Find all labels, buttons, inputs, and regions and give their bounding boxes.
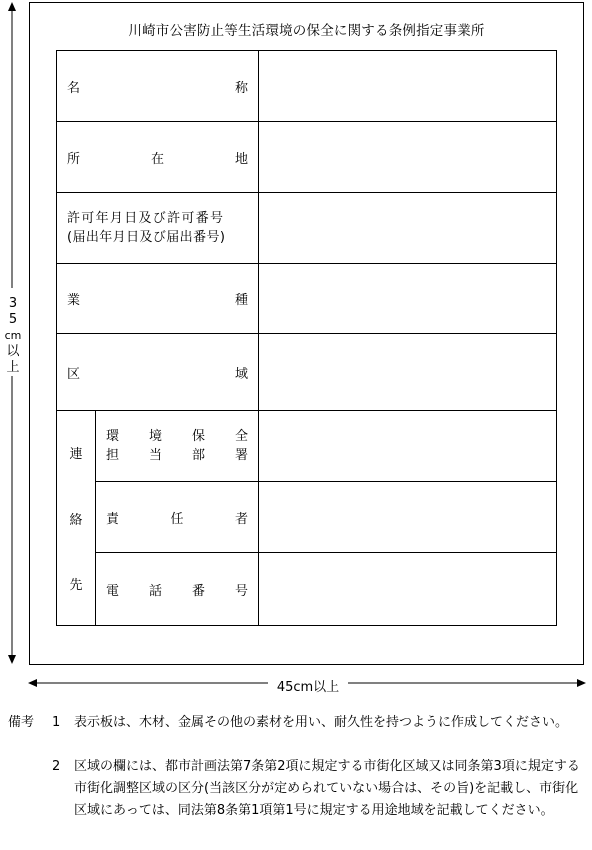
- label-char: 者: [234, 511, 248, 527]
- notes-lead: 備考: [8, 715, 35, 730]
- label-char: 署: [234, 448, 248, 463]
- label-char: 任: [170, 511, 184, 527]
- label-char: 域: [234, 366, 248, 382]
- row-phone: [57, 553, 557, 626]
- row-zone: [57, 334, 557, 411]
- permit-line-1: 許可年月日及び許可番号: [67, 211, 225, 226]
- row-permit: [57, 193, 557, 264]
- label-char: 部: [191, 448, 205, 463]
- height-dim-char: 3: [8, 296, 18, 311]
- label-char: 先: [69, 578, 83, 593]
- label-char: 境: [148, 429, 162, 444]
- label-char: 担: [106, 448, 120, 463]
- permit-line-2: (届出年月日及び届出番号): [67, 230, 226, 245]
- label-char: 業: [67, 293, 81, 308]
- value-responsible[interactable]: [259, 482, 557, 553]
- label-industry: [57, 264, 259, 334]
- height-dim-char: 5: [8, 312, 18, 327]
- value-name[interactable]: [259, 51, 557, 122]
- label-char: 号: [234, 583, 248, 599]
- value-phone[interactable]: [259, 553, 557, 626]
- label-contact: [57, 411, 96, 626]
- value-permit[interactable]: [259, 193, 557, 264]
- label-char: 全: [234, 429, 248, 444]
- label-char: 連: [69, 447, 83, 462]
- height-dim-char: 上: [6, 360, 20, 375]
- label-responsible: [96, 482, 259, 553]
- value-zone[interactable]: [259, 334, 557, 411]
- value-env-dept[interactable]: [259, 411, 557, 482]
- label-char: 保: [191, 429, 205, 444]
- label-name: [57, 51, 259, 122]
- height-dimension-label: [4, 296, 22, 376]
- width-dimension-label: 45cm以上: [276, 680, 340, 695]
- note-item: [52, 712, 586, 734]
- label-char: 名: [67, 80, 81, 96]
- row-env-dept: [57, 411, 557, 482]
- label-char: 責: [106, 511, 120, 527]
- label-char: 絡: [69, 512, 83, 528]
- label-char: 電: [106, 583, 120, 599]
- label-location: [57, 122, 259, 193]
- row-location: [57, 122, 557, 193]
- note-item: [52, 756, 586, 822]
- note-number: 2: [52, 759, 61, 774]
- board-title: 川崎市公害防止等生活環境の保全に関する条例指定事業所: [128, 23, 485, 39]
- label-zone: [57, 334, 259, 411]
- label-char: 所: [67, 151, 81, 167]
- label-char: 称: [234, 80, 248, 96]
- note-text: 表示板は、木材、金属その他の素材を用い、耐久性を持つように作成してください。: [74, 715, 569, 730]
- note-number: 1: [52, 715, 61, 730]
- row-responsible: [57, 482, 557, 553]
- label-char: 環: [106, 429, 120, 444]
- label-permit: [57, 193, 259, 264]
- label-char: 地: [234, 151, 248, 167]
- label-char: 番: [191, 583, 205, 599]
- height-dim-char: cm: [4, 329, 22, 342]
- note-text: 区域の欄には、都市計画法第7条第2項に規定する市街化区域又は同条第3項に規定する市街化調整区域の区分(当該区分が定められていない場合は、その旨)を記載し、市街化区域にあっては、同法第8条第1項第1号に規定する用途地域を記載してください。: [74, 759, 580, 818]
- row-industry: [57, 264, 557, 334]
- label-char: 当: [148, 448, 162, 463]
- label-env-dept: [96, 411, 259, 482]
- label-phone: [96, 553, 259, 626]
- label-char: 区: [67, 366, 81, 382]
- height-dim-char: 以: [6, 344, 20, 359]
- label-char: 話: [148, 583, 162, 599]
- value-location[interactable]: [259, 122, 557, 193]
- sign-form-table: [56, 50, 557, 626]
- label-char: 種: [234, 293, 248, 308]
- label-char: 在: [150, 151, 164, 167]
- value-industry[interactable]: [259, 264, 557, 334]
- row-name: [57, 51, 557, 122]
